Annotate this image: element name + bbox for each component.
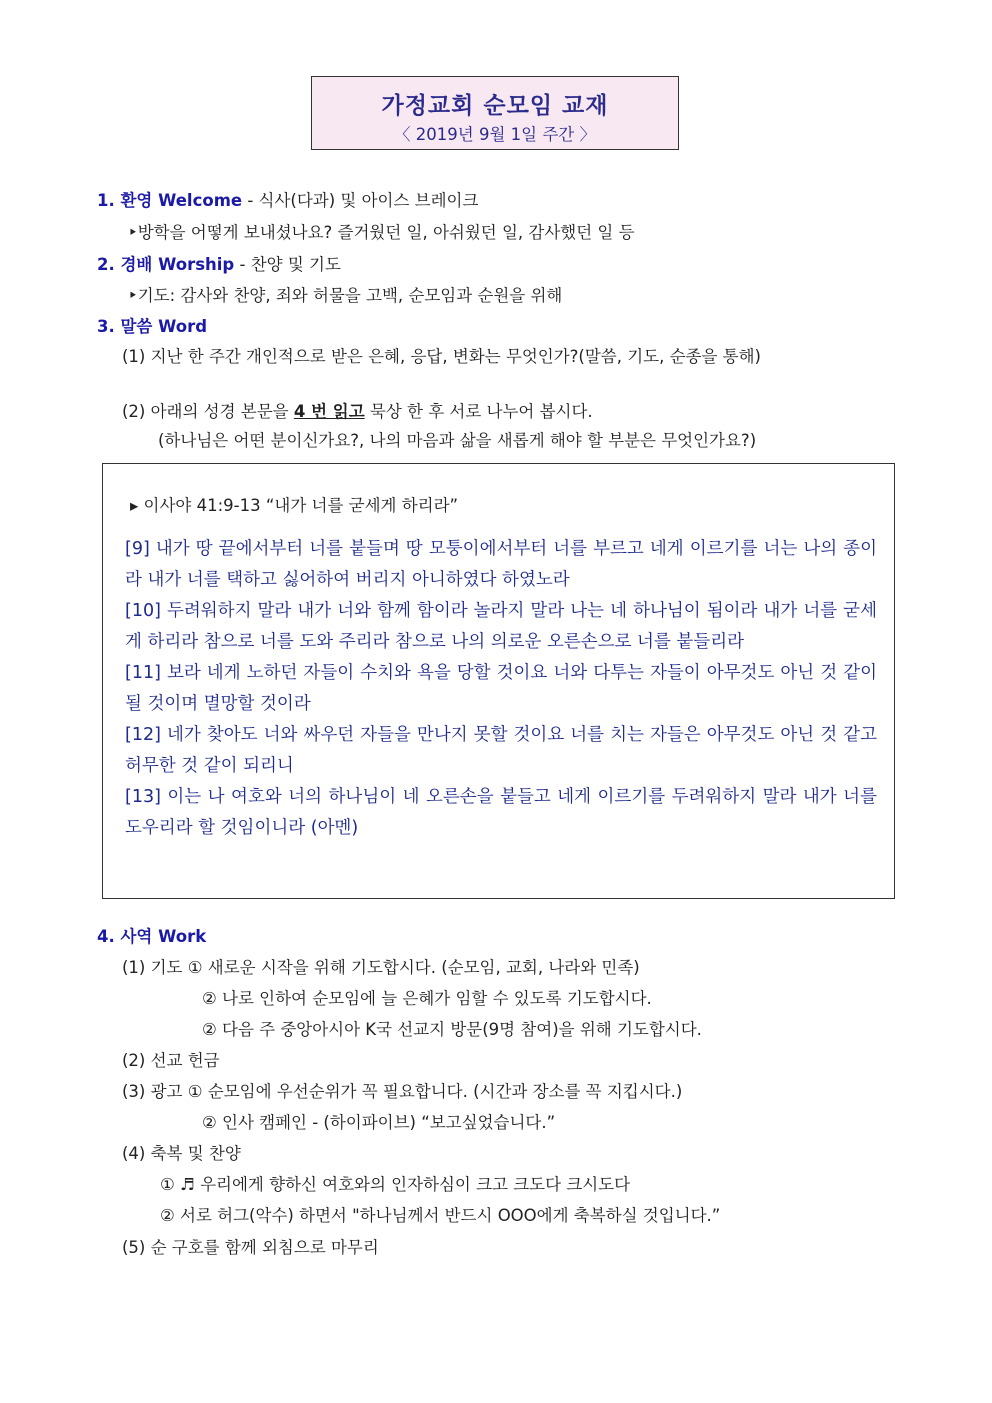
word-question-2-pre: (2) 아래의 성경 본문을 [122,402,294,421]
verse-10: [10] 두려워하지 말라 내가 너와 함께 함이라 놀라지 말라 나는 네 하나님이 됨이라 내가 너를 굳세게 하리라 참으로 너를 도와 주리라 참으로 나의 의로운 오른손으로 너를 붙들리라 [125,601,877,652]
section-welcome-desc: - 식사(다과) 및 아이스 브레이크 [242,191,479,210]
verse-9: [9] 내가 땅 끝에서부터 너를 붙들며 땅 모퉁이에서부터 너를 부르고 네게 이르기를 너는 나의 종이라 내가 너를 택하고 싫어하여 버리지 아니하였다 하였노라 [125,539,877,590]
work-item-announce: (3) 광고 ① 순모임에 우선순위가 꼭 필요합니다. (시간과 장소를 꼭 지킵시다.) [122,1082,683,1101]
section-welcome-bullet: ‣방학을 어떻게 보내셨나요? 즐거웠던 일, 아쉬웠던 일, 감사했던 일 등 [128,223,635,242]
section-word-heading [97,316,207,338]
work-item-blessing: (4) 축복 및 찬양 [122,1144,241,1163]
section-work-heading [97,926,206,948]
word-question-2-sub: (하나님은 어떤 분이신가요?, 나의 마음과 삶을 새롭게 해야 할 부분은 무엇인가요?) [158,431,757,450]
scripture-title: ▸ 이사야 41:9-13 “내가 너를 굳세게 하리라” [130,496,459,515]
work-item-prayer: (1) 기도 ① 새로운 시작을 위해 기도합시다. (순모임, 교회, 나라와 민족) [122,958,640,977]
section-welcome-heading [97,190,478,212]
page-subtitle: 〈 2019년 9월 1일 주간 〉 [394,125,596,144]
work-item-blessing-song: ① ♬ 우리에게 향하신 여호와의 인자하심이 크고 크도다 크시도다 [160,1175,631,1194]
section-work-title: 4. 사역 Work [97,927,207,946]
verse-13: [13] 이는 나 여호와 너의 하나님이 네 오른손을 붙들고 네게 이르기를 두려워하지 말라 내가 너를 도우리라 할 것임이니라 (아멘) [125,787,877,838]
work-item-blessing-hug: ② 서로 허그(악수) 하면서 "하나님께서 반드시 OOO에게 축복하실 것입니다.” [160,1206,721,1225]
page-title: 가정교회 순모임 교재 [381,93,609,119]
section-worship-title: 2. 경배 Worship [97,255,235,274]
word-question-2 [122,401,593,423]
word-question-2-emphasis: 4 번 읽고 [293,402,365,421]
section-worship-heading [97,254,341,276]
title-box [311,76,679,150]
work-item-offering: (2) 선교 헌금 [122,1051,220,1070]
work-item-closing: (5) 순 구호를 함께 외침으로 마무리 [122,1238,379,1257]
section-worship-desc: - 찬양 및 기도 [234,255,341,274]
work-item-prayer-3: ② 다음 주 중앙아시아 K국 선교지 방문(9명 참여)을 위해 기도합시다. [202,1020,702,1039]
section-welcome-title: 1. 환영 Welcome [97,191,243,210]
scripture-verses [125,534,877,844]
section-worship-bullet: ‣기도: 감사와 찬양, 죄와 허물을 고백, 순모임과 순원을 위해 [128,286,563,305]
word-question-2-post: 묵상 한 후 서로 나누어 봅시다. [364,402,593,421]
verse-11: [11] 보라 네게 노하던 자들이 수치와 욕을 당할 것이요 너와 다투는 자들이 아무것도 아닌 것 같이 될 것이며 멸망할 것이라 [125,663,877,714]
word-question-1: (1) 지난 한 주간 개인적으로 받은 은혜, 응답, 변화는 무엇인가?(말씀, 기도, 순종을 통해) [122,347,761,366]
work-item-prayer-2: ② 나로 인하여 순모임에 늘 은혜가 임할 수 있도록 기도합시다. [202,989,652,1008]
verse-12: [12] 네가 찾아도 너와 싸우던 자들을 만나지 못할 것이요 너를 치는 자들은 아무것도 아닌 것 같고 허무한 것 같이 되리니 [125,725,877,776]
section-word-title: 3. 말씀 Word [97,317,208,336]
scripture-box [102,463,895,899]
work-item-announce-2: ② 인사 캠페인 - (하이파이브) “보고싶었습니다.” [202,1113,556,1132]
